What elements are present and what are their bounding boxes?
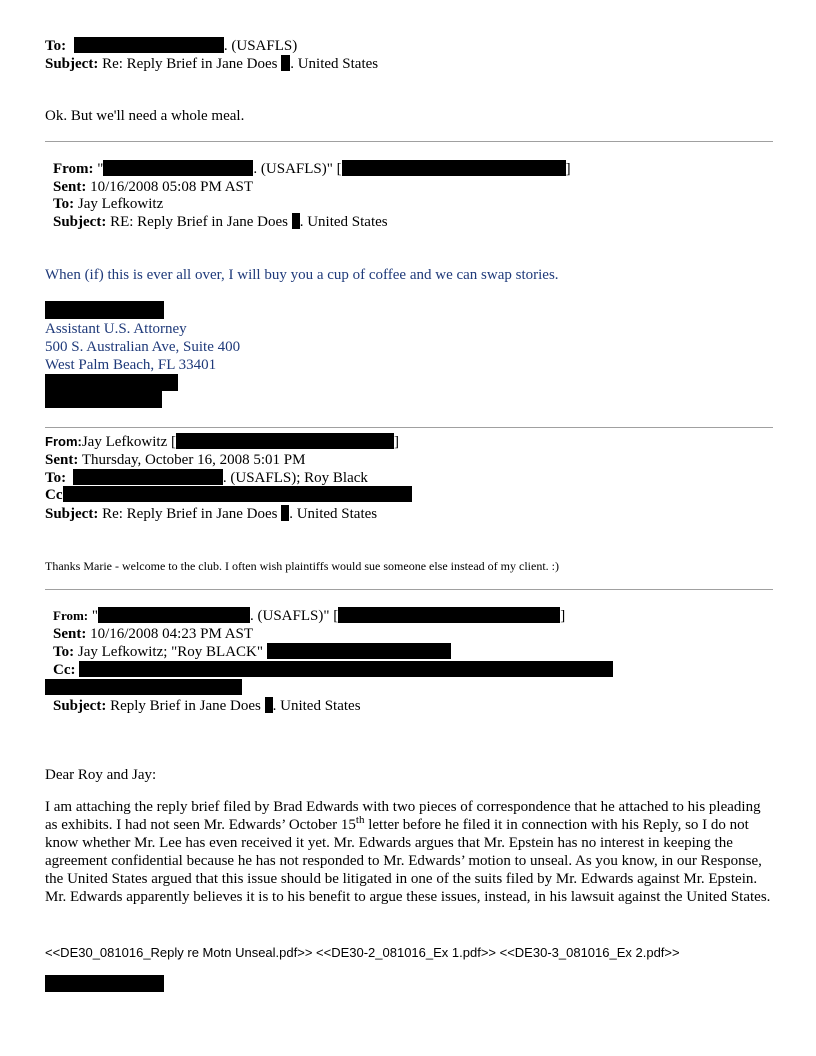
subject-suffix: . United States bbox=[290, 56, 379, 72]
subject-label: Subject: bbox=[53, 698, 107, 714]
email4-cc-line bbox=[53, 661, 613, 679]
email2-sent-line bbox=[53, 178, 253, 196]
email1-subject-line bbox=[45, 55, 378, 73]
email4-body-paragraph bbox=[45, 798, 775, 906]
email4-sent-line bbox=[53, 625, 253, 643]
redaction bbox=[98, 607, 250, 623]
subject-text: Re: Reply Brief in Jane Does bbox=[102, 56, 278, 72]
redaction bbox=[267, 643, 451, 659]
email4-to-line bbox=[53, 643, 451, 661]
sent-label: Sent: bbox=[53, 626, 87, 642]
from-label: From: bbox=[53, 608, 89, 623]
redaction bbox=[265, 697, 273, 713]
redaction bbox=[342, 160, 566, 176]
divider bbox=[45, 427, 773, 428]
redaction bbox=[63, 486, 412, 502]
paragraph-text-cont: letter before he filed it in connection with his Reply, so I do not know whether Mr. Lee has even received it yet. Mr. Edwards argues that Mr. Epstein has no interest in keeping the agreement confidential because he has not responded to Mr. Edwards’ motion to unseal. As you know, in our Response, the United States argued that this issue should be litigated in one of the suits filed by Mr. Edwards against Mr. Epstein. Mr. Edwards apparently believes it is to his benefit to argue these issues, instead, in his lawsuit against the United States. bbox=[45, 817, 771, 905]
paragraph-text: I am attaching the reply brief filed by Brad Edwards with two pieces of correspondence that he attached to his pleading as exhibits. I had not seen Mr. Edwards’ October 15 bbox=[45, 799, 761, 833]
email3-from-line bbox=[45, 433, 399, 451]
attachments-line[interactable]: <<DE30_081016_Reply re Motn Unseal.pdf>> <<DE30-2_081016_Ex 1.pdf>> <<DE30-3_081016_Ex 2.pdf>> bbox=[45, 945, 680, 960]
email3-body: Thanks Marie - welcome to the club. I often wish plaintiffs would sue someone else instead of my client. :) bbox=[45, 559, 559, 573]
to-label: To: bbox=[45, 470, 67, 486]
redaction bbox=[45, 374, 178, 391]
to-label: To: bbox=[45, 38, 67, 54]
signature-title: Assistant U.S. Attorney bbox=[45, 321, 187, 337]
email3-to-line bbox=[45, 469, 368, 487]
redaction bbox=[292, 213, 300, 229]
subject-suffix: . United States bbox=[272, 698, 361, 714]
redaction bbox=[45, 391, 162, 408]
email2-body: When (if) this is ever all over, I will buy you a cup of coffee and we can swap stories. bbox=[45, 267, 559, 283]
to-value: Jay Lefkowitz; "Roy BLACK" bbox=[77, 644, 264, 660]
subject-label: Subject: bbox=[53, 214, 107, 230]
cc-label: Cc: bbox=[53, 662, 76, 678]
sent-value: 10/16/2008 05:08 PM AST bbox=[90, 179, 254, 195]
email4-subject-line bbox=[53, 697, 361, 715]
redaction bbox=[176, 433, 394, 449]
sent-value: 10/16/2008 04:23 PM AST bbox=[90, 626, 254, 642]
email1-to-line bbox=[45, 37, 297, 55]
to-value: Jay Lefkowitz bbox=[77, 196, 164, 212]
redaction bbox=[74, 37, 224, 53]
redaction bbox=[281, 55, 290, 71]
email3-sent-line bbox=[45, 451, 305, 469]
sent-value: Thursday, October 16, 2008 5:01 PM bbox=[81, 452, 306, 468]
from-end: ] bbox=[565, 161, 571, 177]
redaction bbox=[103, 160, 253, 176]
from-mid: . (USAFLS)" [ bbox=[253, 161, 342, 177]
subject-suffix: . United States bbox=[299, 214, 388, 230]
subject-text: Re: Reply Brief in Jane Does bbox=[102, 506, 278, 522]
email3-cc-line bbox=[45, 486, 412, 504]
from-label: From: bbox=[45, 434, 82, 449]
redaction bbox=[45, 975, 164, 992]
from-mid: . (USAFLS)" [ bbox=[250, 608, 339, 624]
email2-from-line bbox=[53, 160, 571, 178]
to-suffix: . (USAFLS) bbox=[223, 38, 298, 54]
subject-text: Reply Brief in Jane Does bbox=[110, 698, 261, 714]
divider bbox=[45, 141, 773, 142]
signature-address-line2: West Palm Beach, FL 33401 bbox=[45, 357, 217, 373]
email3-subject-line bbox=[45, 505, 377, 523]
email4-greeting: Dear Roy and Jay: bbox=[45, 767, 157, 783]
redaction bbox=[338, 607, 560, 623]
from-label: From: bbox=[53, 161, 94, 177]
subject-label: Subject: bbox=[45, 56, 99, 72]
redaction bbox=[73, 469, 223, 485]
sent-label: Sent: bbox=[45, 452, 79, 468]
signature-address-line1: 500 S. Australian Ave, Suite 400 bbox=[45, 339, 241, 355]
superscript: th bbox=[355, 814, 365, 826]
to-suffix: . (USAFLS); Roy Black bbox=[222, 470, 368, 486]
email2-to-line bbox=[53, 195, 163, 213]
email4-from-line bbox=[53, 607, 565, 625]
email2-subject-line bbox=[53, 213, 388, 231]
redaction bbox=[79, 661, 613, 677]
quote: " bbox=[91, 608, 99, 624]
subject-suffix: . United States bbox=[289, 506, 378, 522]
to-label: To: bbox=[53, 644, 75, 660]
subject-text: RE: Reply Brief in Jane Does bbox=[110, 214, 288, 230]
cc-label: Cc bbox=[45, 487, 63, 503]
email1-body: Ok. But we'll need a whole meal. bbox=[45, 108, 245, 124]
redaction bbox=[45, 301, 164, 319]
from-end: ] bbox=[393, 434, 399, 450]
redaction bbox=[45, 679, 242, 695]
quote: " bbox=[97, 161, 104, 177]
from-value: Jay Lefkowitz [ bbox=[81, 434, 176, 450]
subject-label: Subject: bbox=[45, 506, 99, 522]
sent-label: Sent: bbox=[53, 179, 87, 195]
to-label: To: bbox=[53, 196, 75, 212]
divider bbox=[45, 589, 773, 590]
from-end: ] bbox=[560, 608, 566, 624]
